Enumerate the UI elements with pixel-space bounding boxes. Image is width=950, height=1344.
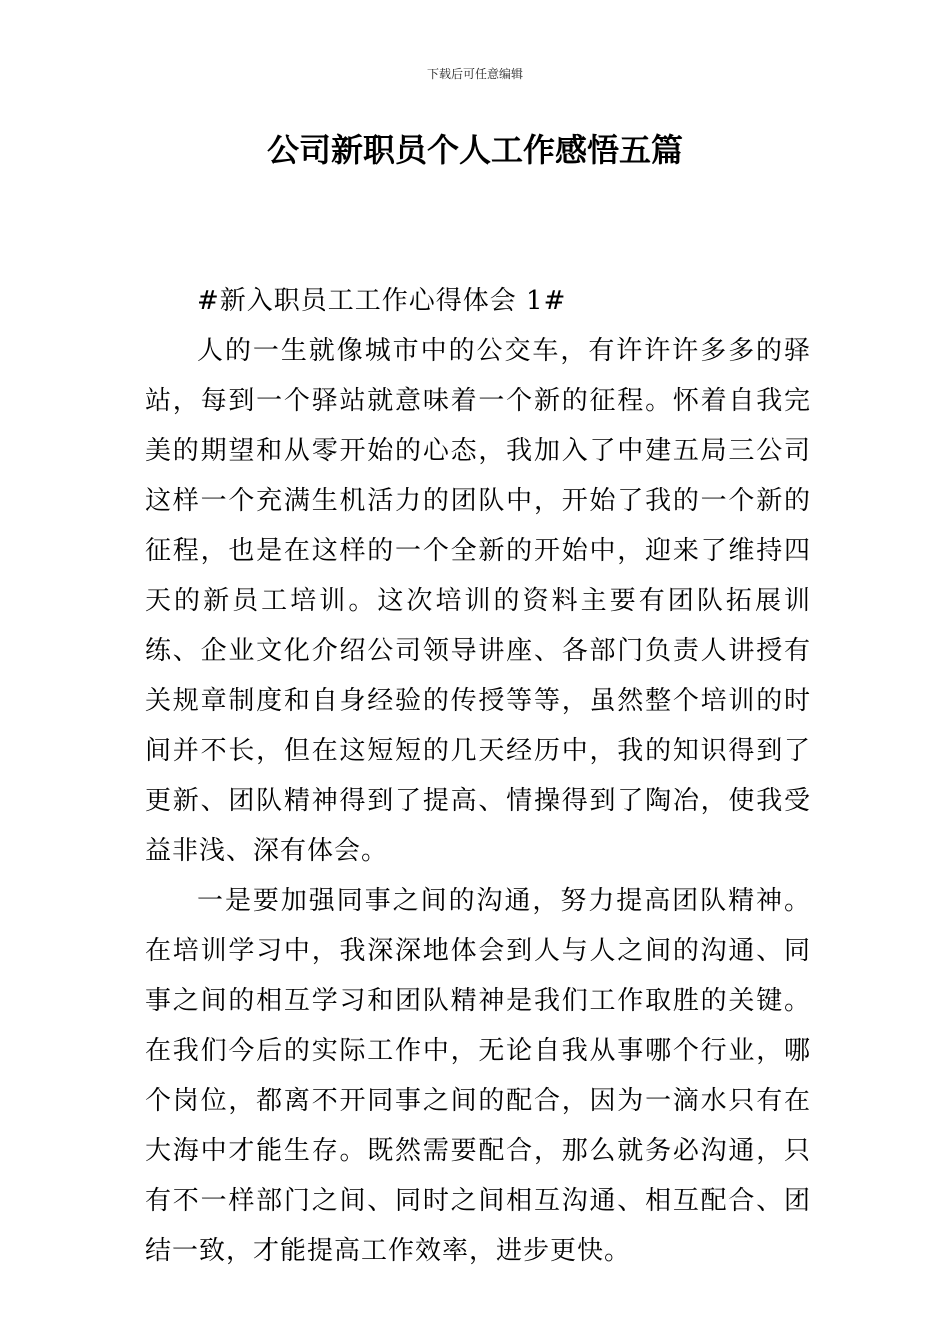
paragraph: 人的一生就像城市中的公交车，有许许许多多的驿站，每到一个驿站就意味着一个新的征程。怀着自我完美的期望和从零开始的心态，我加入了中建五局三公司这样一个充满生机活力的团队中，开始了我的一个新的征程，也是在这样的一个全新的开始中，迎来了维持四天的新员工培训。这次培训的资料主要有团队拓展训练、企业文化介绍公司领导讲座、各部门负责人讲授有关规章制度和自身经验的传授等等，虽然整个培训的时间并不长，但在这短短的几天经历中，我的知识得到了更新、团队精神得到了提高、情操得到了陶冶，使我受益非浅、深有体会。	[145, 336, 811, 866]
document-title: 公司新职员个人工作感悟五篇	[266, 131, 683, 169]
section-heading: #新入职员工工作心得体会 1#	[197, 286, 567, 316]
header-note: 下载后可任意编辑	[426, 67, 523, 81]
document-body	[145, 276, 811, 1276]
paragraph: 一是要加强同事之间的沟通，努力提高团队精神。在培训学习中，我深深地体会到人与人之间的沟通、同事之间的相互学习和团队精神是我们工作取胜的关键。在我们今后的实际工作中，无论自我从事哪个行业，哪个岗位，都离不开同事之间的配合，因为一滴水只有在大海中才能生存。既然需要配合，那么就务必沟通，只有不一样部门之间、同时之间相互沟通、相互配合、团结一致，才能提高工作效率，进步更快。	[145, 886, 811, 1266]
